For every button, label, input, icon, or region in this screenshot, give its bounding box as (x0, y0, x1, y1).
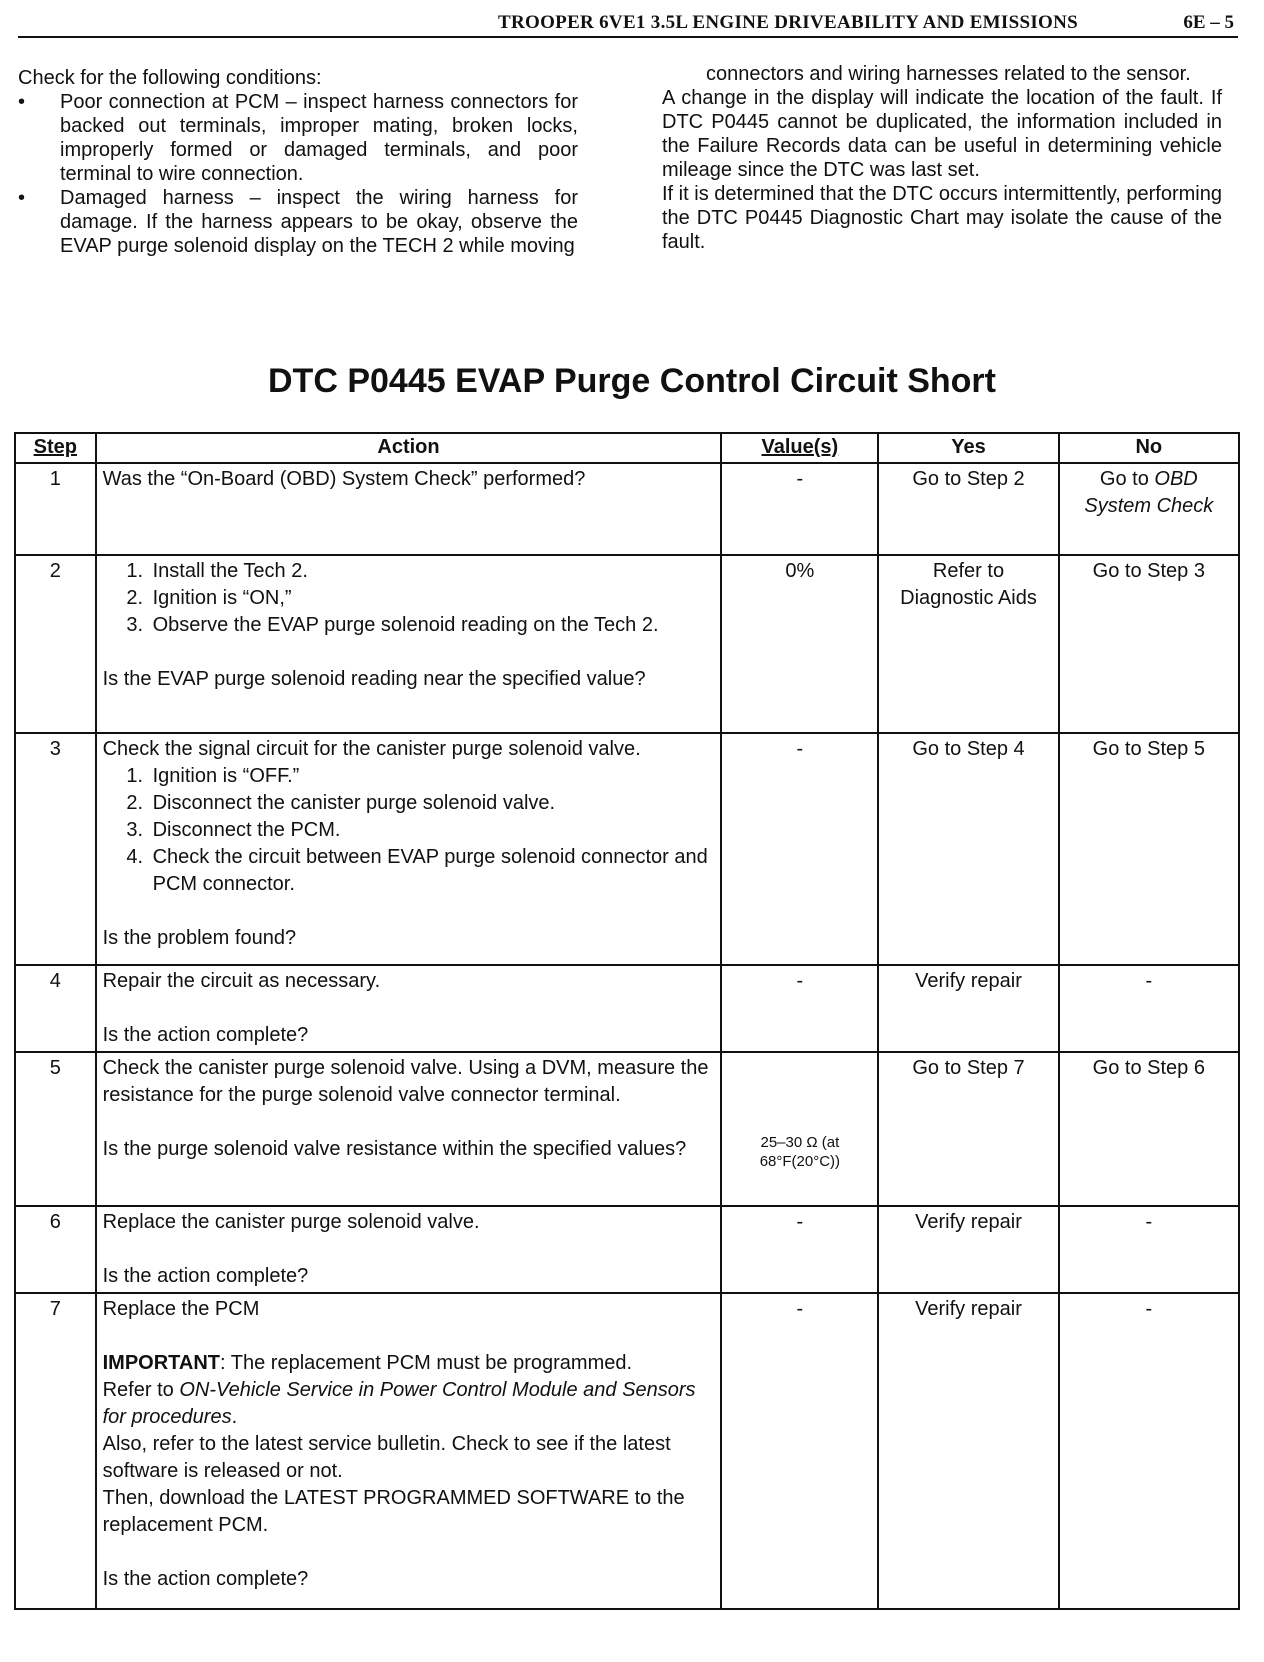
table-row (15, 555, 1239, 733)
action-cell: Repair the circuit as necessary. Is the action complete? (96, 965, 722, 1052)
yes-cell: Go to Step 4 (878, 733, 1058, 965)
step-number: 4 (15, 965, 96, 1052)
no-cell: Go to Step 5 (1059, 733, 1239, 965)
bullet-icon: • (18, 91, 26, 113)
table-header-row (15, 433, 1239, 463)
value-cell: - (721, 463, 878, 555)
action-cell: Replace the PCM IMPORTANT: The replacement PCM must be programmed. Refer to ON-Vehicle Service in Power Control Module and Sensors for procedures. Also, refer to the latest service bulletin. Check to see if the latest software is released or not. Then, download the LATEST PROGRAMMED SOFTWARE to the replacement PCM. Is the action complete? (96, 1293, 722, 1609)
step-number: 7 (15, 1293, 96, 1609)
refer-note: Refer to ON-Vehicle Service in Power Control Module and Sensors for procedures. (102, 1379, 696, 1428)
step-number: 3 (15, 733, 96, 965)
value-cell: - (721, 733, 878, 965)
action-question: Is the EVAP purge solenoid reading near the specified value? (102, 668, 646, 690)
action-cell: Replace the canister purge solenoid valve. Is the action complete? (96, 1206, 722, 1293)
yes-cell: Verify repair (878, 1293, 1058, 1609)
page-header (18, 12, 1238, 38)
no-cell: Go to Step 3 (1059, 555, 1239, 733)
action-steps: 1. Install the Tech 2. 2. Ignition is “ON,” 3. Observe the EVAP purge solenoid reading on the Tech 2. (103, 558, 715, 639)
action-cell: Check the canister purge solenoid valve. Using a DVM, measure the resistance for the purge solenoid valve connector terminal. Is the purge solenoid valve resistance within the specified values? (96, 1052, 722, 1206)
step-number: 1 (15, 463, 96, 555)
step-number: 6 (15, 1206, 96, 1293)
intro-left-column (18, 66, 578, 258)
action-cell: Check the signal circuit for the canister purge solenoid valve. 1. Ignition is “OFF.” 2. Disconnect the canister purge solenoid valve. 3. Disconnect the PCM. 4. Check the circuit between EVAP purge solenoid connector and PCM connector. Is the problem found? (96, 733, 722, 965)
conditions-heading: Check for the following conditions: (18, 67, 322, 89)
no-cell: - (1059, 965, 1239, 1052)
list-item: • Poor connection at PCM – inspect harness connectors for backed out terminals, improper mating, broken locks, improperly formed or damaged terminals, and poor terminal to wire connection. (18, 91, 578, 185)
page-number: 6E – 5 (1183, 12, 1234, 33)
header-title: TROOPER 6VE1 3.5L ENGINE DRIVEABILITY AND EMISSIONS (498, 12, 1078, 33)
value-cell: 0% (721, 555, 878, 733)
table-row (15, 733, 1239, 965)
table-row (15, 463, 1239, 555)
no-cell: - (1059, 1293, 1239, 1609)
value-cell: 25–30 Ω (at 68°F(20°C)) (721, 1052, 878, 1206)
action-cell (96, 555, 722, 733)
step-number: 2 (15, 555, 96, 733)
header-no: No (1059, 433, 1239, 463)
header-action: Action (96, 433, 722, 463)
action-question: Is the purge solenoid valve resistance within the specified values? (102, 1138, 687, 1160)
action-question: Is the action complete? (102, 1265, 309, 1287)
action-question: Is the action complete? (102, 1568, 309, 1590)
conditions-list (18, 90, 578, 258)
obd-check-link: OBD System Check (1084, 468, 1214, 517)
list-item: • Damaged harness – inspect the wiring harness for damage. If the harness appears to be okay, observe the EVAP purge solenoid display on the TECH 2 while moving (18, 187, 578, 257)
header-step: Step (15, 433, 96, 463)
bullet-icon: • (18, 187, 26, 209)
yes-cell: Verify repair (878, 965, 1058, 1052)
no-cell: - (1059, 1206, 1239, 1293)
yes-cell: Go to Step 7 (878, 1052, 1058, 1206)
paragraph: If it is determined that the DTC occurs intermittently, performing the DTC P0445 Diagnostic Chart may isolate the cause of the fault. (662, 183, 1222, 253)
step-number: 5 (15, 1052, 96, 1206)
yes-cell: Go to Step 2 (878, 463, 1058, 555)
no-cell: Go to OBD System Check (1059, 463, 1239, 555)
chart-title: DTC P0445 EVAP Purge Control Circuit Short (268, 362, 996, 400)
paragraph: A change in the display will indicate the location of the fault. If DTC P0445 cannot be duplicated, the information included in the Failure Records data can be useful in determining vehicle mileage since the DTC was last set. (662, 87, 1222, 181)
table-row (15, 1206, 1239, 1293)
continued-text: connectors and wiring harnesses related to the sensor. (706, 63, 1191, 85)
table-row (15, 965, 1239, 1052)
value-cell: - (721, 1206, 878, 1293)
diagnostic-table (14, 432, 1240, 1610)
value-cell: - (721, 1293, 878, 1609)
action-cell: Was the “On-Board (OBD) System Check” performed? (96, 463, 722, 555)
no-cell: Go to Step 6 (1059, 1052, 1239, 1206)
intro-right-column (662, 62, 1222, 254)
header-yes: Yes (878, 433, 1058, 463)
yes-cell: Refer to Diagnostic Aids (878, 555, 1058, 733)
yes-cell: Verify repair (878, 1206, 1058, 1293)
value-cell: - (721, 965, 878, 1052)
action-question: Is the action complete? (102, 1024, 309, 1046)
action-question: Is the problem found? (102, 927, 297, 949)
important-note: IMPORTANT: The replacement PCM must be programmed. (102, 1352, 633, 1374)
action-steps: 1. Ignition is “OFF.” 2. Disconnect the canister purge solenoid valve. 3. Disconnect the PCM. 4. Check the circuit between EVAP purge solenoid connector and PCM connector. (103, 763, 715, 898)
header-values: Value(s) (721, 433, 878, 463)
table-row (15, 1293, 1239, 1609)
table-row (15, 1052, 1239, 1206)
